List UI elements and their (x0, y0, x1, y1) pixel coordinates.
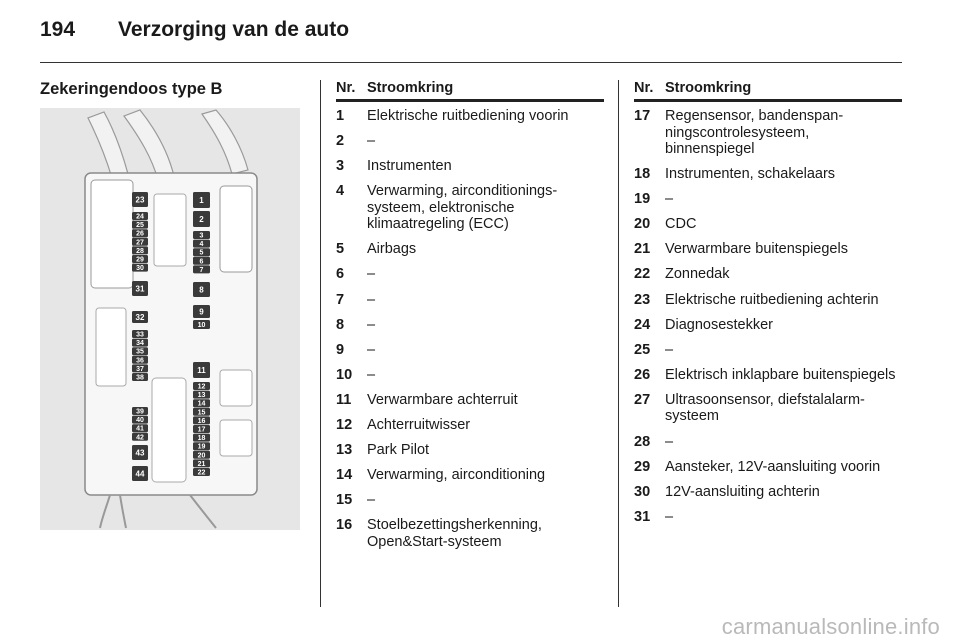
circuit-description: Ultrasoonsensor, diefstalalarm-systeem (665, 391, 865, 425)
circuit-description: CDC (665, 216, 697, 233)
fuse-label: 14 (197, 400, 206, 408)
fuse-number: 27 (634, 391, 651, 408)
table-row (336, 342, 604, 359)
fuse-label: 27 (136, 239, 144, 247)
fuse-label: 8 (199, 285, 204, 295)
fuse-number: 10 (336, 366, 353, 383)
fuse-label: 5 (199, 249, 204, 257)
circuit-description: Instrumenten (367, 158, 452, 175)
table-row (336, 133, 604, 150)
circuit-description: Regensensor, bandenspan-ningscontrolesysteem, binnenspiegel (665, 108, 844, 157)
table-row (336, 183, 604, 233)
fuse-table-column-1 (336, 80, 604, 559)
circuit-description: Zonnedak (665, 266, 730, 283)
fuse-label: 40 (136, 417, 144, 425)
fuse-label: 19 (197, 443, 206, 451)
circuit-description: Verwarmbare achterruit (367, 391, 518, 408)
table-row (634, 317, 902, 334)
table-row (634, 191, 902, 208)
header-nr: Nr. (336, 80, 356, 96)
table-row (336, 108, 604, 125)
fuse-label: 32 (135, 312, 145, 322)
fuse-label: 42 (136, 434, 144, 442)
fuse-number: 5 (336, 241, 345, 258)
page-number: 194 (40, 18, 76, 41)
fuse-label: 2 (199, 214, 204, 224)
circuit-description: – (367, 366, 376, 383)
fuse-label: 13 (197, 392, 206, 400)
fuse-label: 22 (197, 469, 206, 477)
fuse-label: 9 (199, 307, 204, 317)
fuse-number: 14 (336, 467, 353, 484)
table-row (634, 166, 902, 183)
fuse-number: 25 (634, 341, 651, 358)
table-row (336, 241, 604, 258)
fuse-label: 36 (136, 357, 144, 365)
table-row (336, 158, 604, 175)
fuse-label: 4 (199, 241, 204, 249)
fuse-number: 30 (634, 483, 651, 500)
fuse-box-illustration (40, 108, 300, 530)
fuse-label: 33 (136, 331, 144, 339)
table-header (336, 80, 604, 102)
fuse-label: 24 (136, 213, 144, 221)
table-row (336, 392, 604, 409)
table-row (336, 417, 604, 434)
fuse-number: 20 (634, 216, 651, 233)
table-row (336, 367, 604, 384)
fuse-number: 9 (336, 341, 345, 358)
circuit-description: – (367, 316, 376, 333)
circuit-description: – (665, 191, 674, 208)
circuit-description: Verwarming, airconditionings-systeem, elektronische klimaatregeling (ECC) (367, 183, 558, 233)
table-row (634, 292, 902, 309)
fuse-table-column-2 (634, 80, 902, 534)
fuse-number: 8 (336, 316, 345, 333)
circuit-description: Elektrische ruitbediening voorin (367, 108, 569, 124)
table-row (634, 241, 902, 258)
table-row (634, 434, 902, 451)
fuse-label: 15 (197, 409, 206, 417)
table-row (336, 467, 604, 484)
fuse-number: 4 (336, 183, 345, 200)
table-row (336, 317, 604, 334)
fuse-number: 13 (336, 442, 353, 459)
table-row (336, 266, 604, 283)
circuit-description: Achterruitwisser (367, 417, 471, 434)
fuse-label: 25 (136, 222, 144, 230)
fuse-number: 3 (336, 158, 345, 175)
fuse-box-diagram (40, 108, 300, 530)
fuse-label: 7 (199, 266, 204, 274)
fuse-label: 38 (136, 374, 144, 382)
fuse-label: 3 (199, 232, 204, 240)
circuit-description: Diagnosestekker (665, 316, 773, 333)
fuse-number: 1 (336, 108, 345, 124)
fuse-label: 41 (136, 425, 144, 433)
table-header (634, 80, 902, 102)
circuit-description: Aansteker, 12V-aansluiting voorin (665, 458, 881, 475)
table-row (634, 266, 902, 283)
fuse-label: 28 (136, 247, 144, 255)
table-row (336, 492, 604, 509)
fuse-number: 18 (634, 166, 651, 183)
fuse-label: 18 (197, 435, 206, 443)
table-row (336, 517, 604, 550)
table-row (634, 108, 902, 158)
circuit-description: – (665, 508, 674, 525)
fuse-label: 16 (197, 417, 206, 425)
circuit-description: – (367, 266, 376, 283)
fuse-label: 37 (136, 365, 144, 373)
fuse-number: 2 (336, 133, 345, 150)
fuse-label: 10 (197, 322, 206, 330)
fuse-label: 39 (136, 408, 144, 416)
table-row (634, 216, 902, 233)
watermark: carmanualsonline.info (721, 614, 940, 639)
circuit-description: Park Pilot (367, 442, 430, 459)
circuit-description: – (665, 341, 674, 358)
fuse-number: 24 (634, 316, 651, 333)
table-row (634, 392, 902, 425)
fuse-number: 22 (634, 266, 651, 283)
fuse-number: 11 (336, 391, 352, 408)
fuse-number: 6 (336, 266, 345, 283)
header-circuit: Stroomkring (367, 80, 454, 96)
fuse-label: 44 (135, 469, 145, 479)
fuse-label: 26 (136, 230, 144, 238)
fuse-label: 30 (136, 265, 144, 273)
circuit-description: – (367, 341, 376, 358)
circuit-description: – (367, 133, 376, 150)
table-row (634, 484, 902, 501)
fuse-number: 7 (336, 291, 345, 308)
circuit-description: Verwarming, airconditioning (367, 467, 546, 484)
header-nr: Nr. (634, 80, 654, 96)
fuse-number: 19 (634, 191, 651, 208)
circuit-description: Instrumenten, schakelaars (665, 166, 836, 183)
header-rule (40, 62, 902, 63)
fuse-label: 35 (136, 348, 144, 356)
circuit-description: 12V-aansluiting achterin (665, 483, 820, 500)
table-row (634, 509, 902, 526)
fuse-number: 26 (634, 366, 651, 383)
fuse-label: 31 (135, 284, 145, 294)
page-header (40, 18, 902, 58)
table-row (634, 459, 902, 476)
table-row (634, 367, 902, 384)
circuit-description: – (665, 433, 674, 450)
fuse-number: 29 (634, 458, 651, 475)
fuse-number: 28 (634, 433, 651, 450)
fuse-label: 20 (197, 452, 206, 460)
fuse-rows (634, 108, 902, 525)
fuse-number: 23 (634, 291, 651, 308)
table-row (336, 442, 604, 459)
fuse-number: 31 (634, 508, 651, 525)
column-divider-1 (320, 80, 321, 607)
fuse-number: 17 (634, 108, 651, 124)
circuit-description: Stoelbezettingsherkenning, Open&Start-systeem (367, 517, 542, 550)
table-row (336, 292, 604, 309)
fuse-label: 23 (135, 195, 145, 205)
fuse-label: 43 (135, 448, 145, 458)
fuse-label: 11 (197, 365, 206, 375)
circuit-description: – (367, 492, 376, 509)
fuse-label: 34 (136, 340, 144, 348)
fuse-label: 21 (197, 460, 206, 468)
circuit-description: Elektrisch inklapbare buitenspiegels (665, 366, 896, 383)
circuit-description: Verwarmbare buitenspiegels (665, 241, 848, 258)
page-title: Verzorging van de auto (118, 18, 350, 41)
header-circuit: Stroomkring (665, 80, 752, 96)
circuit-description: – (367, 291, 376, 308)
circuit-description: Elektrische ruitbediening achterin (665, 291, 879, 308)
fuse-label: 29 (136, 256, 144, 264)
fuse-label: 17 (197, 426, 206, 434)
table-row (634, 342, 902, 359)
fuse-label: 6 (199, 258, 204, 266)
fuse-number: 21 (634, 241, 651, 258)
fuse-rows (336, 108, 604, 550)
fuse-label: 12 (197, 383, 206, 391)
fuse-number: 16 (336, 517, 353, 534)
column-divider-2 (618, 80, 619, 607)
fuse-label: 1 (199, 195, 204, 205)
fuse-number: 12 (336, 417, 353, 434)
section-title: Zekeringendoos type B (40, 80, 223, 98)
circuit-description: Airbags (367, 241, 417, 258)
fuse-number: 15 (336, 492, 353, 509)
